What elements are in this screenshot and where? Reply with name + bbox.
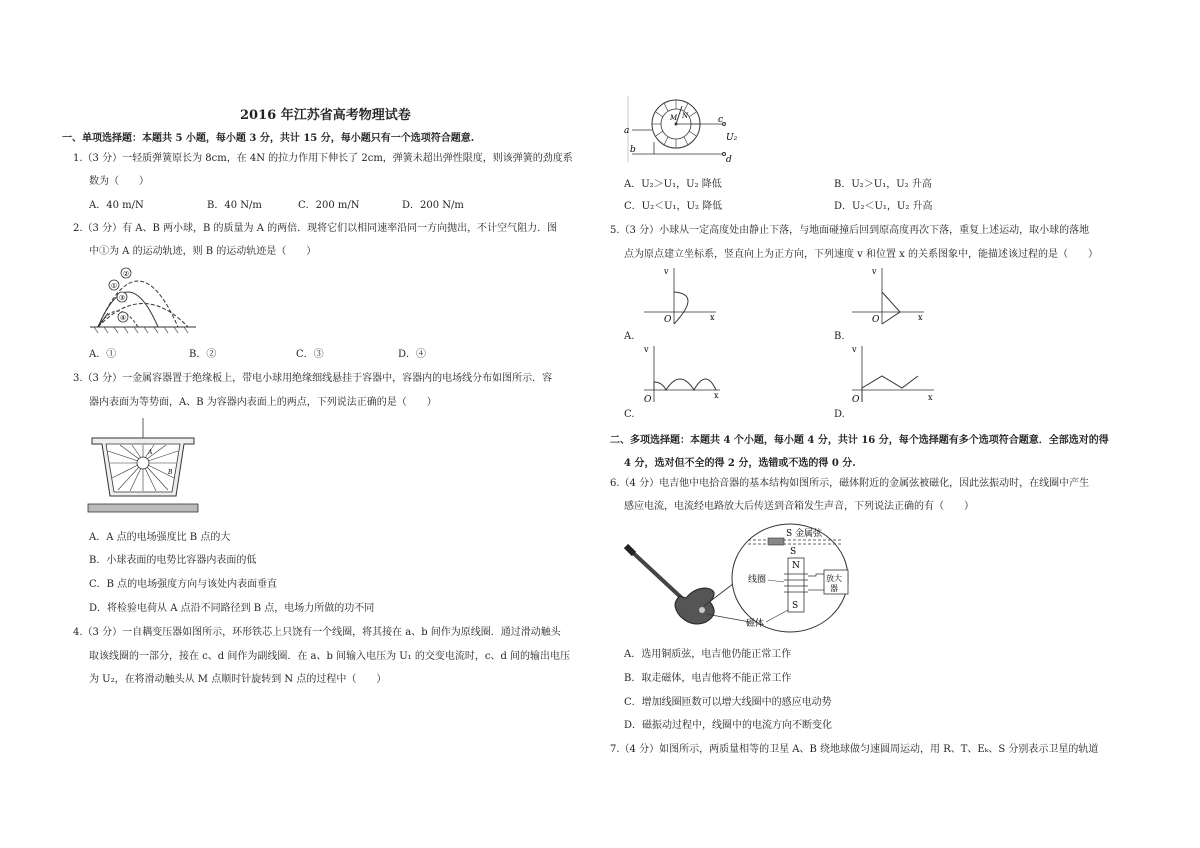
q4-option-b: B．U₂＞U₁，U₂ 升高 <box>834 179 932 190</box>
q4-option-d: D．U₂＜U₁，U₂ 升高 <box>834 201 933 212</box>
q5-b-x-label: x <box>918 313 923 322</box>
q4-label-u2: U₂ <box>726 133 738 143</box>
q2-text-line2: 中①为 A 的运动轨迹，则 B 的运动轨迹是（ ） <box>89 246 317 257</box>
q4-transformer-figure <box>624 96 744 165</box>
section-2-heading-line2: 4 分，选对但不全的得 2 分，选错或不选的得 0 分. <box>624 458 856 469</box>
q6-coil-label: 线圈 <box>748 575 767 585</box>
q3-container-figure <box>88 418 198 514</box>
q4-label-c: c <box>718 115 724 125</box>
q5-graph-c <box>640 342 726 404</box>
q3-option-a: A．A 点的电场强度比 B 点的大 <box>89 532 231 543</box>
q4-label-n: N <box>682 112 689 120</box>
q5-a-origin: O <box>664 315 672 325</box>
q2-text-line1: 2.（3 分）有 A、B 两小球，B 的质量为 A 的两倍．现将它们以相同速率沿同一方向抛出，不计空气阻力．图 <box>73 223 558 234</box>
q6-amp-label-2: 器 <box>830 584 838 593</box>
q6-pickup-figure <box>620 518 860 636</box>
q3-option-b: B．小球表面的电势比容器内表面的低 <box>89 555 257 566</box>
q5-option-c: C. <box>624 409 635 420</box>
q5-c-v-label: v <box>644 345 649 354</box>
q2-label-3: ③ <box>118 294 126 302</box>
q6-string-label: S 金属弦 <box>786 529 823 539</box>
q2-option-c: C．③ <box>296 349 324 360</box>
q5-text-line1: 5.（3 分）小球从一定高度处由静止下落，与地面碰撞后回到原高度再次下落，重复上述运动，取小球的落地 <box>610 225 1090 236</box>
q5-d-v-label: v <box>852 345 857 354</box>
q5-b-v-label: v <box>872 267 877 276</box>
q5-a-x-label: x <box>710 313 715 322</box>
q3-label-a: A <box>148 449 153 456</box>
q3-option-d: D．将检验电荷从 A 点沿不同路径到 B 点，电场力所做的功不同 <box>89 603 375 614</box>
q5-option-b: B. <box>834 331 845 342</box>
q5-a-v-label: v <box>664 267 669 276</box>
q5-c-x-label: x <box>714 391 719 400</box>
q6-s-top-label: S <box>790 547 797 557</box>
q1-option-d: D．200 N/m <box>402 200 464 211</box>
q4-text-line2: 取该线圈的一部分，接在 c、d 间作为副线圈．在 a、b 间输入电压为 U₁ 的交变电流时，c、d 间的输出电压 <box>89 651 571 662</box>
q2-option-a: A．① <box>89 349 117 360</box>
q4-label-a: a <box>624 126 630 136</box>
q5-graph-a <box>640 264 720 326</box>
q7-text-line1: 7.（4 分）如图所示，两质量相等的卫星 A、B 绕地球做匀速圆周运动，用 R、T、Eₖ、S 分别表示卫星的轨道 <box>610 744 1099 755</box>
q6-text-line2: 感应电流，电流经电路放大后传送到音箱发生声音，下列说法正确的有（ ） <box>624 501 974 512</box>
q4-label-d: d <box>726 155 732 165</box>
q5-option-a: A. <box>624 331 635 342</box>
q1-text-line2: 数为（ ） <box>89 176 149 187</box>
q6-option-c: C．增加线圈匝数可以增大线圈中的感应电动势 <box>624 697 832 708</box>
q2-label-4: ④ <box>119 314 127 322</box>
q5-option-d: D. <box>834 409 845 420</box>
q4-text-line1: 4.（3 分）一自耦变压器如图所示，环形铁芯上只饶有一个线圈，将其接在 a、b 间作为原线圈．通过滑动触头 <box>73 627 561 638</box>
q3-text-line1: 3.（3 分）一金属容器置于绝缘板上，带电小球用绝缘细线悬挂于容器中，容器内的电场线分布如图所示．容 <box>73 373 553 384</box>
q6-option-d: D．磁振动过程中，线圈中的电流方向不断变化 <box>624 720 833 731</box>
q4-option-a: A．U₂＞U₁，U₂ 降低 <box>624 179 722 190</box>
q2-label-2: ② <box>122 270 130 278</box>
q4-text-line3: 为 U₂，在将滑动触头从 M 点顺时针旋转到 N 点的过程中（ ） <box>89 674 387 685</box>
q4-option-c: C．U₂＜U₁，U₂ 降低 <box>624 201 723 212</box>
q1-option-a: A．40 m/N <box>89 200 144 211</box>
q6-text-line1: 6.（4 分）电吉他中电拾音器的基本结构如图所示，磁体附近的金属弦被磁化，因此弦振动时，在线圈中产生 <box>610 478 1090 489</box>
q2-trajectory-figure <box>88 265 198 337</box>
q4-label-b: b <box>630 145 636 155</box>
q5-text-line2: 点为原点建立坐标系，竖直向上为正方向，下列速度 v 和位置 x 的关系图象中，能描述该过程的是（ ） <box>624 249 1099 260</box>
q6-option-b: B．取走磁体，电吉他将不能正常工作 <box>624 673 792 684</box>
q5-c-origin: O <box>644 395 652 405</box>
section-1-heading: 一、单项选择题：本题共 5 小题，每小题 3 分，共计 15 分，每小题只有一个选项符合题意. <box>62 133 475 144</box>
q4-label-m: M <box>670 114 678 122</box>
q5-d-x-label: x <box>928 393 933 402</box>
q1-text-line1: 1.（3 分）一轻质弹簧原长为 8cm，在 4N 的拉力作用下伸长了 2cm，弹簧未超出弹性限度，则该弹簧的劲度系 <box>73 153 573 164</box>
guitar-icon <box>626 546 714 624</box>
q6-option-a: A．选用铜质弦，电吉他仍能正常工作 <box>624 649 792 660</box>
q1-option-b: B．40 N/m <box>207 200 262 211</box>
q3-label-b: B <box>168 469 173 476</box>
q5-graph-b <box>848 264 928 326</box>
q2-option-d: D．④ <box>398 349 427 360</box>
q1-option-c: C．200 m/N <box>298 200 360 211</box>
section-2-heading-line1: 二、多项选择题：本题共 4 个小题，每小题 4 分，共计 16 分，每个选择题有多个选项符合题意．全部选对的得 <box>610 435 1109 446</box>
q5-d-origin: O <box>852 395 860 405</box>
q6-s-bottom-label: S <box>792 601 799 611</box>
q3-option-c: C．B 点的电场强度方向与该处内表面垂直 <box>89 579 278 590</box>
q5-b-origin: O <box>872 315 880 325</box>
page-title: 2016 年江苏省高考物理试卷 <box>240 108 411 123</box>
q2-option-b: B．② <box>189 349 217 360</box>
q6-magnet-label: 磁体 <box>746 619 765 629</box>
q5-graph-d <box>848 342 938 404</box>
q3-text-line2: 器内表面为等势面，A、B 为容器内表面上的两点，下列说法正确的是（ ） <box>89 397 437 408</box>
q6-amp-label-1: 放大 <box>826 574 842 583</box>
q6-n-label: N <box>792 561 800 571</box>
q2-label-1: ① <box>110 282 118 290</box>
